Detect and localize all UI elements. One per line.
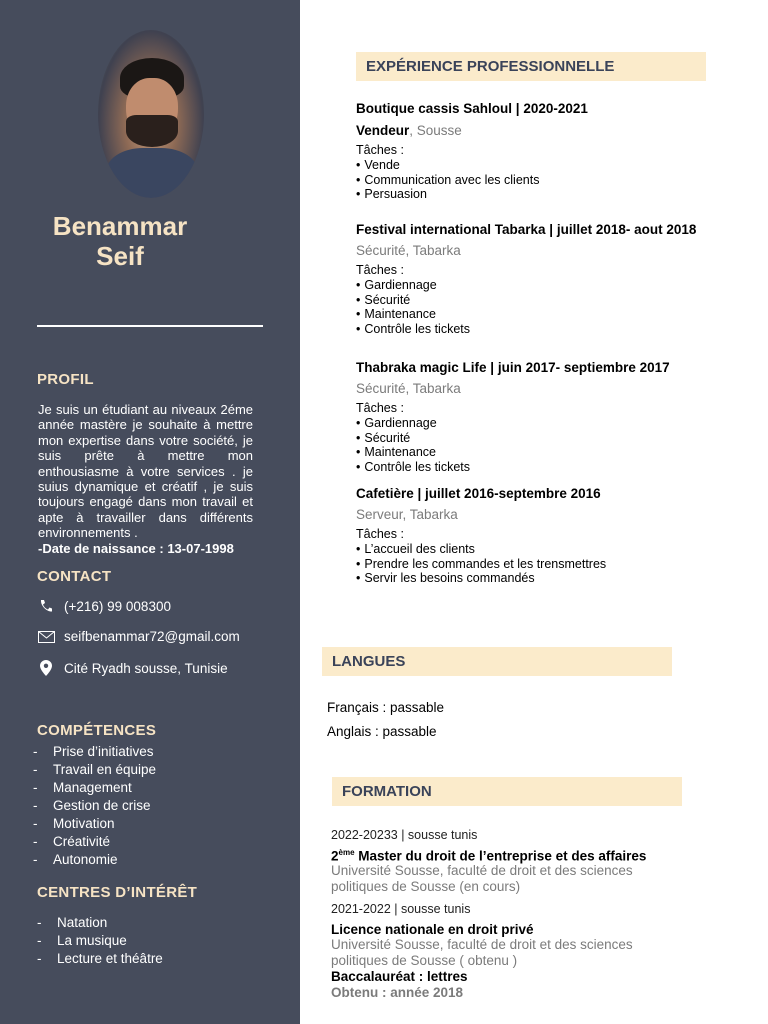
formation-meta: 2022-20233 | sousse tunis: [331, 828, 478, 842]
interets-heading: CENTRES D’INTÉRÊT: [37, 884, 198, 901]
job-role: Serveur, Tabarka: [356, 507, 458, 522]
job-tasks: Tâches : • Gardiennage • Sécurité • Maintenance • Contrôle les tickets: [356, 401, 470, 475]
location-pin-icon: [37, 660, 55, 676]
list-item: - Prise d’initiatives: [33, 744, 154, 759]
list-item: - Natation: [37, 915, 108, 930]
job-title: Boutique cassis Sahloul | 2020-2021: [356, 101, 588, 116]
list-item: • L’accueil des clients: [356, 542, 606, 557]
phone-text: (+216) 99 008300: [64, 598, 171, 614]
list-item: • Prendre les commandes et les trensmettres: [356, 557, 606, 572]
profil-heading: PROFIL: [37, 371, 94, 388]
first-name: Benammar: [52, 211, 188, 241]
list-item: • Communication avec les clients: [356, 173, 539, 188]
list-item: • Vende: [356, 158, 539, 173]
language-item: Français : passable: [327, 700, 445, 715]
job-role: Sécurité, Tabarka: [356, 381, 461, 396]
formation-institution: Université Sousse, faculté de droit et des sciences politiques de Sousse ( obtenu ): [331, 937, 633, 968]
job-title: Festival international Tabarka | juillet 2018- aout 2018: [356, 222, 697, 237]
competences-list: [33, 743, 156, 869]
bac-title: Baccalauréat : lettres: [331, 969, 468, 984]
language-item: Anglais : passable: [327, 724, 437, 739]
list-item: - Travail en équipe: [33, 762, 157, 777]
experience-heading: EXPÉRIENCE PROFESSIONNELLE: [356, 52, 706, 81]
interets-list: [37, 914, 163, 968]
list-item: - Créativité: [33, 834, 111, 849]
job-role: Vendeur, Sousse: [356, 123, 462, 138]
formation-meta: 2021-2022 | sousse tunis: [331, 902, 471, 916]
list-item: - Motivation: [33, 816, 115, 831]
contact-phone: [37, 598, 171, 614]
profil-paragraph: Je suis un étudiant au niveaux 2éme année mastère je souhaite à mettre mon expertise dans votre société, je suis prête à mettre mon enthousiasme à votre services . je suius dynamique et créatif , je suis toujours engagé dans mon travail et apte à travailler dans différents environnements .: [38, 402, 253, 541]
list-item: • Servir les besoins commandés: [356, 571, 606, 586]
formation-title: 2ème Master du droit de l’entreprise et des affaires: [331, 848, 647, 864]
formation-institution: Université Sousse, faculté de droit et des sciences politiques de Sousse (en cours): [331, 863, 633, 894]
langues-heading: LANGUES: [322, 647, 672, 676]
list-item: • Maintenance: [356, 307, 470, 322]
list-item: • Contrôle les tickets: [356, 460, 470, 475]
list-item: - Lecture et théâtre: [37, 951, 163, 966]
list-item: • Sécurité: [356, 431, 470, 446]
phone-icon: [37, 598, 55, 614]
contact-email: [37, 629, 240, 644]
envelope-icon: [37, 631, 55, 643]
list-item: • Persuasion: [356, 187, 539, 202]
contact-address: [37, 660, 228, 676]
list-item: • Sécurité: [356, 293, 470, 308]
sidebar: [0, 0, 300, 1024]
job-role: Sécurité, Tabarka: [356, 243, 461, 258]
sidebar-divider: [37, 325, 263, 327]
job-title: Thabraka magic Life | juin 2017- septiembre 2017: [356, 360, 670, 375]
list-item: • Maintenance: [356, 445, 470, 460]
formation-title: Licence nationale en droit privé: [331, 922, 534, 937]
last-name: Seif: [96, 241, 144, 271]
list-item: • Contrôle les tickets: [356, 322, 470, 337]
contact-heading: CONTACT: [37, 568, 112, 585]
job-tasks: Tâches : • Vende • Communication avec les clients • Persuasion: [356, 143, 539, 202]
formation-heading: FORMATION: [332, 777, 682, 806]
email-text[interactable]: seifbenammar72@gmail.com: [64, 629, 240, 644]
profil-text: [38, 402, 253, 564]
date-of-birth: -Date de naissance : 13-07-1998: [38, 540, 234, 556]
address-text: Cité Ryadh sousse, Tunisie: [64, 660, 228, 676]
list-item: • Gardiennage: [356, 278, 470, 293]
list-item: - Gestion de crise: [33, 798, 151, 813]
bac-year: Obtenu : année 2018: [331, 985, 464, 1000]
competences-heading: COMPÉTENCES: [37, 722, 157, 739]
job-tasks: Tâches : • L’accueil des clients • Prendre les commandes et les trensmettres • Servir les besoins commandés: [356, 527, 606, 586]
list-item: - Management: [33, 780, 132, 795]
profile-photo: [98, 30, 204, 198]
list-item: - Autonomie: [33, 852, 118, 867]
list-item: • Gardiennage: [356, 416, 470, 431]
list-item: - La musique: [37, 933, 127, 948]
job-tasks: Tâches : • Gardiennage • Sécurité • Maintenance • Contrôle les tickets: [356, 263, 470, 337]
job-title: Cafetière | juillet 2016-septembre 2016: [356, 486, 601, 501]
